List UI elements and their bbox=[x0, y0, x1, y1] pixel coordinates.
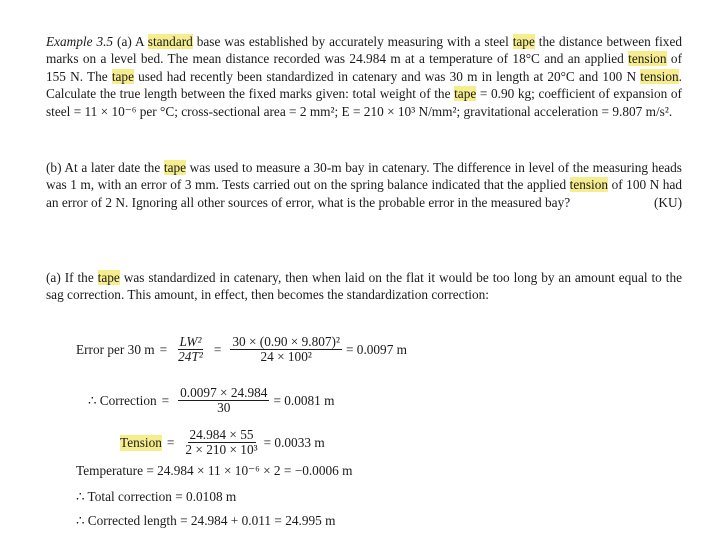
highlight-tape: tape bbox=[512, 34, 535, 49]
corrected-length-line bbox=[76, 513, 335, 529]
highlight-tape: tape bbox=[163, 160, 187, 175]
fraction bbox=[230, 335, 342, 364]
total-correction-line bbox=[76, 489, 236, 505]
text: . Calculate the true length between the fixed marks given: total weight of the bbox=[46, 68, 682, 102]
correction-label: ∴ Correction bbox=[88, 392, 157, 408]
error-result: = 0.0097 m bbox=[345, 341, 408, 357]
numerator: 30 × (0.90 × 9.807)² bbox=[232, 334, 340, 349]
denominator: 2 × 210 × 10³ bbox=[185, 442, 258, 457]
equals-sign: = bbox=[213, 341, 222, 357]
equals-sign: = bbox=[166, 434, 175, 450]
error-equation bbox=[76, 335, 407, 364]
text: (a) If the bbox=[46, 270, 98, 285]
error-label: Error per 30 m bbox=[76, 341, 155, 357]
tension-label: Tension bbox=[120, 434, 162, 450]
source-tag: (KU) bbox=[653, 194, 682, 210]
highlight-tape: tape bbox=[454, 86, 477, 102]
fraction bbox=[183, 428, 259, 457]
highlight-tape: tape bbox=[111, 68, 134, 84]
text: the distance between fixed marks on a level bed. The mean distance recorded was 24.984 m at a temperature of 18°C and an applied bbox=[46, 34, 682, 67]
temperature-line bbox=[76, 463, 352, 479]
text: was used to measure a 30-m bay in catenary. The difference in level of the measuring heads was 1 m, with an error of 3 mm. Tests carried out on the spring balance indicated that the applied bbox=[46, 160, 682, 193]
equals-sign: = bbox=[159, 341, 168, 357]
text: (b) At a later date the bbox=[46, 160, 164, 175]
fraction bbox=[176, 335, 205, 364]
text: = 0.90 kg; coefficient of expansion of steel = 11 × 10⁻⁶ per °C; cross-sectional area = 2 mm²; E = 210 × 10³ N/mm²; gravitational acceleration = 9.807 m/s². bbox=[46, 86, 682, 119]
numerator: 0.0097 × 24.984 bbox=[180, 385, 268, 400]
example-part-b bbox=[46, 159, 682, 211]
example-part-a bbox=[46, 33, 682, 120]
correction-result: = 0.0081 m bbox=[273, 392, 335, 408]
highlight-tape: tape bbox=[97, 270, 120, 285]
temperature-equation: Temperature = 24.984 × 11 × 10⁻⁶ × 2 = −0.0006 m bbox=[76, 463, 353, 478]
numerator: LW² bbox=[179, 334, 202, 349]
equals-sign: = bbox=[161, 392, 170, 408]
tension-result: = 0.0033 m bbox=[263, 434, 325, 450]
highlight-tension: tension bbox=[640, 68, 679, 84]
highlight-tension: tension bbox=[569, 177, 609, 193]
highlight-standard: standard bbox=[147, 34, 193, 49]
solution-intro bbox=[46, 269, 682, 304]
correction-equation bbox=[88, 386, 335, 415]
text: (a) A bbox=[117, 34, 148, 49]
fraction bbox=[178, 386, 269, 415]
total-correction: ∴ Total correction = 0.0108 m bbox=[76, 489, 237, 504]
tension-equation bbox=[120, 428, 325, 457]
text: used had recently been standardized in catenary and was 30 m in length at 20°C and 100 N bbox=[133, 68, 641, 84]
text: of 100 N had an error of 2 N. Ignoring all other sources of error, what is the probable error in the measured bay? bbox=[46, 177, 682, 210]
text: was standardized in catenary, then when laid on the flat it would be too long by an amount equal to the sag correction. This amount, in effect, then becomes the standardization correction: bbox=[46, 270, 682, 303]
corrected-length: ∴ Corrected length = 24.984 + 0.011 = 24.995 m bbox=[76, 513, 336, 528]
denominator: 24T² bbox=[178, 349, 203, 364]
highlight-tension: tension bbox=[628, 51, 667, 67]
text: of 155 N. The bbox=[46, 51, 682, 84]
numerator: 24.984 × 55 bbox=[189, 427, 254, 442]
denominator: 30 bbox=[217, 400, 231, 415]
example-label: Example 3.5 bbox=[46, 34, 114, 49]
denominator: 24 × 100² bbox=[260, 349, 312, 364]
text: base was established by accurately measuring with a steel bbox=[192, 34, 513, 49]
